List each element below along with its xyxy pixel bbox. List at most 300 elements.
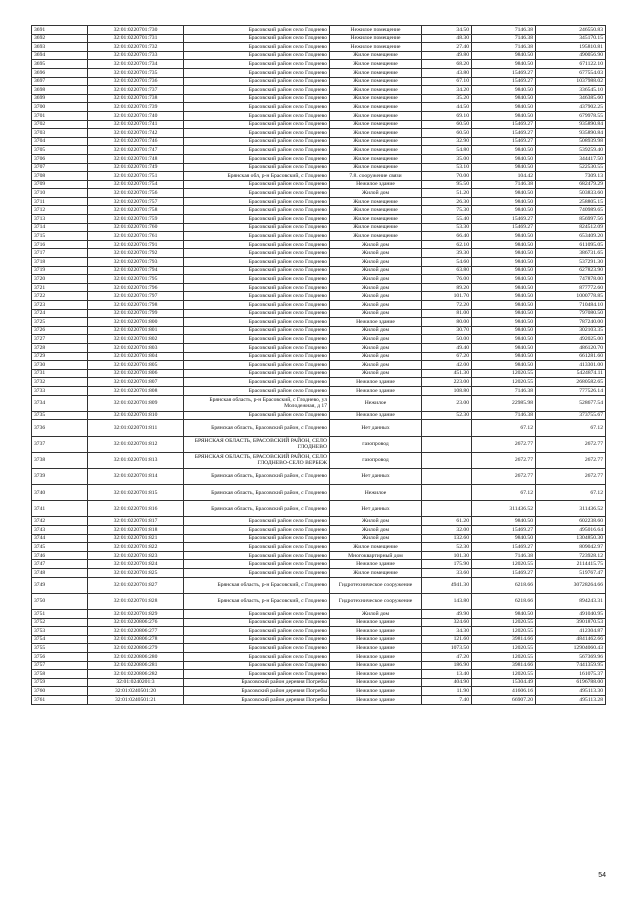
cost-per-unit: 6218.66 [472, 593, 536, 609]
address: Брасовский район село Глоднево [184, 411, 330, 420]
row-number: 3730 [32, 361, 88, 370]
cadastral-number: 32:01:0220701:801 [88, 326, 184, 335]
cadastral-value: 258805.15 [536, 197, 606, 206]
object-type: Жилое помещение [330, 146, 422, 155]
object-type: Жилое помещение [330, 206, 422, 215]
object-type: Нет данных [330, 501, 422, 517]
table-row [32, 163, 606, 172]
row-number: 3702 [32, 120, 88, 129]
cadastral-value: 627823.90 [536, 266, 606, 275]
cost-per-unit: 9840.50 [472, 94, 536, 103]
area: 43.80 [422, 68, 472, 77]
cost-per-unit: 311436.52 [472, 501, 536, 517]
cadastral-value: 787240.00 [536, 318, 606, 327]
cost-per-unit: 9840.50 [472, 189, 536, 198]
cadastral-number: 32:01:0220701:829 [88, 609, 184, 618]
row-number: 3756 [32, 652, 88, 661]
cadastral-value: 412304.87 [536, 627, 606, 636]
address: Брасовский район село Глоднево [184, 644, 330, 653]
table-row [32, 534, 606, 543]
table-row [32, 60, 606, 69]
address: Брасовский район село Глоднево [184, 163, 330, 172]
cadastral-number: 32:01:0220701:818 [88, 526, 184, 535]
row-number: 3741 [32, 501, 88, 517]
row-number: 3754 [32, 635, 88, 644]
table-row [32, 369, 606, 378]
cadastral-number: 32:01:0220701:749 [88, 163, 184, 172]
area: 27.40 [422, 43, 472, 52]
address: Брасовский район село Глоднево [184, 146, 330, 155]
object-type: газопровод [330, 436, 422, 452]
area: 49.40 [422, 343, 472, 352]
object-type: Нежилое здание [330, 635, 422, 644]
cost-per-unit: 67.12 [472, 485, 536, 501]
row-number: 3718 [32, 258, 88, 267]
object-type: Жилое помещение [330, 86, 422, 95]
cadastral-value: 677554.03 [536, 68, 606, 77]
cost-per-unit: 9840.50 [472, 335, 536, 344]
table-row [32, 618, 606, 627]
cost-per-unit: 22985.98 [472, 395, 536, 411]
address: Брасовский район село Глоднево [184, 180, 330, 189]
cadastral-value: 567369.96 [536, 652, 606, 661]
address: Брянская область, Брасовский район, с Глоднево [184, 485, 330, 501]
cadastral-value: 492025.00 [536, 335, 606, 344]
cadastral-number: 32:01:0220701:735 [88, 68, 184, 77]
cost-per-unit: 9840.50 [472, 318, 536, 327]
cadastral-number: 32:01:0240201:3 [88, 678, 184, 687]
object-type: Нежилое здание [330, 678, 422, 687]
area: 13.40 [422, 670, 472, 679]
cadastral-value: 661281.60 [536, 352, 606, 361]
address: Брасовский район село Глоднево [184, 517, 330, 526]
object-type: Нежилое помещение [330, 26, 422, 35]
cadastral-value: 1000778.85 [536, 292, 606, 301]
object-type: Жилое помещение [330, 111, 422, 120]
address: БРЯНСКАЯ ОБЛАСТЬ, БРАСОВСКИЙ РАЙОН, СЕЛО ГЛОДНЕВО [184, 436, 330, 452]
cadastral-number: 32:01:0220701:792 [88, 249, 184, 258]
cost-per-unit: 6218.66 [472, 577, 536, 593]
row-number: 3746 [32, 551, 88, 560]
cadastral-number: 32:01:0220806:277 [88, 627, 184, 636]
cadastral-number: 32:01:0220701:754 [88, 180, 184, 189]
address: Брасовский район село Глоднево [184, 369, 330, 378]
address: Брасовский район село Глоднево [184, 661, 330, 670]
row-number: 3737 [32, 436, 88, 452]
object-type: Жилое помещение [330, 154, 422, 163]
row-number: 3706 [32, 154, 88, 163]
address: Брасовский район село Глоднево [184, 232, 330, 241]
cadastral-value: 346385.60 [536, 94, 606, 103]
table-row [32, 240, 606, 249]
cadastral-value: 4841462.66 [536, 635, 606, 644]
area: 1073.50 [422, 644, 472, 653]
cost-per-unit: 9840.50 [472, 163, 536, 172]
address: Брасовский район село Глоднево [184, 223, 330, 232]
row-number: 3744 [32, 534, 88, 543]
area: 68.20 [422, 60, 472, 69]
cadastral-number: 32:01:0220701:798 [88, 301, 184, 310]
cadastral-number: 32:01:0220701:737 [88, 86, 184, 95]
address: Брасовский район село Глоднево [184, 258, 330, 267]
object-type: Нежилое здание [330, 644, 422, 653]
cadastral-value: 797080.50 [536, 309, 606, 318]
table-body [32, 26, 606, 705]
object-type: Жилое помещение [330, 232, 422, 241]
cadastral-number: 32:01:0240501:20 [88, 687, 184, 696]
area: 34.20 [422, 86, 472, 95]
object-type: Жилой дом [330, 369, 422, 378]
cadastral-number: 32:01:0220701:736 [88, 77, 184, 86]
object-type: Нежилое [330, 485, 422, 501]
cost-per-unit: 7146.38 [472, 43, 536, 52]
cost-per-unit: 9840.50 [472, 249, 536, 258]
area: 34.30 [422, 627, 472, 636]
row-number: 3722 [32, 292, 88, 301]
area: 70.00 [422, 172, 472, 181]
cadastral-value: 508939.98 [536, 137, 606, 146]
cadastral-value: 30728264.66 [536, 577, 606, 593]
cadastral-value: 12904060.43 [536, 644, 606, 653]
cadastral-value: 653409.20 [536, 232, 606, 241]
cadastral-number: 32:01:0220701:811 [88, 420, 184, 436]
address: Брянская область, р-н Брасовский, с Глоднево, ул Молодежная, д 17 [184, 395, 330, 411]
area: 404.90 [422, 678, 472, 687]
area: 62.10 [422, 240, 472, 249]
address: Брасовский район село Глоднево [184, 26, 330, 35]
cadastral-number: 32:01:0220701:746 [88, 137, 184, 146]
cadastral-number: 32:01:0220701:814 [88, 468, 184, 484]
cost-per-unit: 9840.50 [472, 146, 536, 155]
address: Брасовский район село Глоднево [184, 627, 330, 636]
cadastral-value: 5424874.11 [536, 369, 606, 378]
object-type: Жилое помещение [330, 137, 422, 146]
row-number: 3716 [32, 240, 88, 249]
row-number: 3726 [32, 326, 88, 335]
row-number: 3714 [32, 223, 88, 232]
row-number: 3758 [32, 670, 88, 679]
object-type: Многоквартирный дом [330, 551, 422, 560]
table-row [32, 206, 606, 215]
row-number: 3738 [32, 452, 88, 468]
area: 80.00 [422, 318, 472, 327]
address: Брасовский район село Глоднево [184, 534, 330, 543]
cadastral-value: 413301.00 [536, 361, 606, 370]
row-number: 3691 [32, 26, 88, 35]
cost-per-unit: 9840.50 [472, 86, 536, 95]
row-number: 3735 [32, 411, 88, 420]
table-row [32, 593, 606, 609]
cadastral-value: 2672.77 [536, 468, 606, 484]
area: 7.40 [422, 695, 472, 704]
cadastral-number: 32:01:0220701:756 [88, 189, 184, 198]
cadastral-number: 32:01:0220806:281 [88, 661, 184, 670]
row-number: 3728 [32, 343, 88, 352]
cost-per-unit: 9840.50 [472, 258, 536, 267]
object-type: Жилое помещение [330, 103, 422, 112]
table-row [32, 517, 606, 526]
cost-per-unit: 9840.50 [472, 51, 536, 60]
cost-per-unit: 15469.27 [472, 77, 536, 86]
table-row [32, 266, 606, 275]
address: Брянская область, р-н Брасовский, с Глоднево [184, 577, 330, 593]
address: Брасовский район село Глоднево [184, 652, 330, 661]
table-row [32, 197, 606, 206]
table-row [32, 678, 606, 687]
cadastral-value: 522530.55 [536, 163, 606, 172]
object-type: Нежилое помещение [330, 34, 422, 43]
cost-per-unit: 9840.50 [472, 326, 536, 335]
address: Брасовский район село Глоднево [184, 240, 330, 249]
area: 108.80 [422, 386, 472, 395]
area: 51.20 [422, 189, 472, 198]
area: 69.10 [422, 111, 472, 120]
cost-per-unit: 15304.49 [472, 678, 536, 687]
cadastral-number: 32:01:0220701:732 [88, 43, 184, 52]
address: Брасовский район село Глоднево [184, 103, 330, 112]
table-row [32, 137, 606, 146]
table-row [32, 232, 606, 241]
area: 451.30 [422, 369, 472, 378]
address: Брасовский район село Глоднево [184, 77, 330, 86]
cadastral-number: 32:01:0220701:817 [88, 517, 184, 526]
row-number: 3694 [32, 51, 88, 60]
address: Брасовский район село Глоднево [184, 386, 330, 395]
table-row [32, 395, 606, 411]
table-row [32, 627, 606, 636]
cadastral-number: 32:01:0240501:21 [88, 695, 184, 704]
cadastral-number: 32:01:0220701:823 [88, 551, 184, 560]
address: Брасовский район село Глоднево [184, 215, 330, 224]
address: Брасовский район село Глоднево [184, 68, 330, 77]
cadastral-number: 32:01:0220701:791 [88, 240, 184, 249]
cadastral-value: 161075.37 [536, 670, 606, 679]
row-number: 3707 [32, 163, 88, 172]
table-row [32, 34, 606, 43]
cost-per-unit: 104.42 [472, 172, 536, 181]
table-row [32, 652, 606, 661]
table-row [32, 111, 606, 120]
row-number: 3733 [32, 386, 88, 395]
object-type: Жилой дом [330, 301, 422, 310]
cadastral-number: 32:01:0220701:733 [88, 51, 184, 60]
cadastral-value: 503833.60 [536, 189, 606, 198]
cost-per-unit: 9840.50 [472, 111, 536, 120]
address: Брянская область, р-н Брасовский, с Глоднево [184, 593, 330, 609]
cost-per-unit: 9840.50 [472, 103, 536, 112]
object-type: Нежилое здание [330, 661, 422, 670]
address: Брасовский район село Глоднево [184, 283, 330, 292]
table-row [32, 26, 606, 35]
table-row [32, 318, 606, 327]
object-type: Жилой дом [330, 361, 422, 370]
row-number: 3709 [32, 180, 88, 189]
address: Брасовский район село Глоднево [184, 543, 330, 552]
cost-per-unit: 12020.55 [472, 618, 536, 627]
cost-per-unit: 2672.77 [472, 468, 536, 484]
address: Брасовский район село Глоднево [184, 309, 330, 318]
cadastral-value: 740989.65 [536, 206, 606, 215]
cadastral-number: 32:01:0220701:803 [88, 343, 184, 352]
area: 35.00 [422, 154, 472, 163]
row-number: 3727 [32, 335, 88, 344]
cadastral-number: 32:01:0220806:278 [88, 635, 184, 644]
address: Брасовский район село Глоднево [184, 301, 330, 310]
cadastral-value: 777526.14 [536, 386, 606, 395]
cadastral-value: 2672.77 [536, 452, 606, 468]
cadastral-value: 877772.60 [536, 283, 606, 292]
object-type: Жилой дом [330, 292, 422, 301]
row-number: 3693 [32, 43, 88, 52]
object-type: Жилое помещение [330, 215, 422, 224]
cost-per-unit: 7146.38 [472, 551, 536, 560]
object-type: Жилое помещение [330, 68, 422, 77]
cost-per-unit: 12020.55 [472, 369, 536, 378]
cadastral-value: 486120.70 [536, 343, 606, 352]
area: 75.30 [422, 206, 472, 215]
object-type: Жилое помещение [330, 77, 422, 86]
area: 53.10 [422, 163, 472, 172]
cadastral-number: 32:01:0220701:760 [88, 223, 184, 232]
object-type: Нежилое здание [330, 560, 422, 569]
object-type: Жилое помещение [330, 51, 422, 60]
cadastral-number: 32:01:0220806:279 [88, 644, 184, 653]
table-row [32, 551, 606, 560]
table-row [32, 361, 606, 370]
area: 223.00 [422, 378, 472, 387]
cadastral-value: 1304850.30 [536, 534, 606, 543]
registry-table [31, 25, 606, 705]
cadastral-value: 539259.40 [536, 146, 606, 155]
row-number: 3736 [32, 420, 88, 436]
area [422, 501, 472, 517]
table-row [32, 577, 606, 593]
area: 52.30 [422, 543, 472, 552]
object-type: Жилое помещение [330, 543, 422, 552]
cadastral-number: 32:01:0220701:805 [88, 361, 184, 370]
row-number: 3748 [32, 569, 88, 578]
area: 67.10 [422, 77, 472, 86]
area [422, 468, 472, 484]
table-row [32, 485, 606, 501]
address: Брасовский район село Глоднево [184, 60, 330, 69]
cost-per-unit: 9840.50 [472, 292, 536, 301]
row-number: 3704 [32, 137, 88, 146]
cadastral-number: 32:01:0220701:800 [88, 318, 184, 327]
cadastral-value: 336545.10 [536, 86, 606, 95]
row-number: 3703 [32, 129, 88, 138]
area [422, 436, 472, 452]
row-number: 3734 [32, 395, 88, 411]
object-type: Жилой дом [330, 258, 422, 267]
object-type: Жилое помещение [330, 129, 422, 138]
address: Брасовский район село Глоднево [184, 326, 330, 335]
row-number: 3696 [32, 68, 88, 77]
cost-per-unit: 9840.50 [472, 534, 536, 543]
object-type: Жилое помещение [330, 569, 422, 578]
area: 54.60 [422, 258, 472, 267]
row-number: 3712 [32, 206, 88, 215]
area: 52.30 [422, 411, 472, 420]
row-number: 3740 [32, 485, 88, 501]
cadastral-number: 32:01:0220701:793 [88, 258, 184, 267]
row-number: 3695 [32, 60, 88, 69]
row-number: 3747 [32, 560, 88, 569]
cost-per-unit: 67.12 [472, 420, 536, 436]
address: Брасовский район село Глоднево [184, 526, 330, 535]
table-row [32, 420, 606, 436]
cadastral-value: 490056.90 [536, 51, 606, 60]
row-number: 3692 [32, 34, 88, 43]
table-row [32, 86, 606, 95]
object-type: Жилое помещение [330, 197, 422, 206]
area: 34.50 [422, 26, 472, 35]
table-row [32, 249, 606, 258]
object-type: Жилой дом [330, 335, 422, 344]
object-type: Нежилое здание [330, 378, 422, 387]
cadastral-number: 32:01:0220701:748 [88, 154, 184, 163]
object-type: Нежилое здание [330, 687, 422, 696]
cadastral-value: 723928.12 [536, 551, 606, 560]
cost-per-unit: 15469.27 [472, 120, 536, 129]
table-row [32, 543, 606, 552]
area [422, 452, 472, 468]
cost-per-unit: 7146.38 [472, 34, 536, 43]
object-type: 7.8. сооружение связи [330, 172, 422, 181]
cadastral-number: 32:01:0220701:761 [88, 232, 184, 241]
area: 32.90 [422, 137, 472, 146]
area: 63.80 [422, 266, 472, 275]
table-row [32, 352, 606, 361]
area: 48.30 [422, 34, 472, 43]
cadastral-value: 682479.29 [536, 180, 606, 189]
cost-per-unit: 7146.38 [472, 26, 536, 35]
cadastral-number: 32:01:0220701:731 [88, 34, 184, 43]
table-row [32, 670, 606, 679]
object-type: Жилой дом [330, 326, 422, 335]
table-row [32, 292, 606, 301]
address: Брасовский район село Глоднево [184, 266, 330, 275]
cost-per-unit: 9840.50 [472, 352, 536, 361]
cadastral-value: 1037988.02 [536, 77, 606, 86]
area: 11.90 [422, 687, 472, 696]
address: Брасовский район село Глоднево [184, 111, 330, 120]
area: 44.50 [422, 103, 472, 112]
area: 101.70 [422, 292, 472, 301]
area: 60.50 [422, 129, 472, 138]
area: 324.60 [422, 618, 472, 627]
table-row [32, 223, 606, 232]
cost-per-unit: 9840.50 [472, 343, 536, 352]
cadastral-value: 495113.28 [536, 695, 606, 704]
cadastral-value: 491040.95 [536, 609, 606, 618]
cadastral-number: 32:01:0220701:807 [88, 378, 184, 387]
address: Брасовский район село Глоднево [184, 94, 330, 103]
cadastral-number: 32:01:0220701:824 [88, 560, 184, 569]
cadastral-value: 7309.13 [536, 172, 606, 181]
cost-per-unit: 15469.27 [472, 543, 536, 552]
table-row [32, 335, 606, 344]
row-number: 3725 [32, 318, 88, 327]
address: Брасовский район деревня Погребы [184, 678, 330, 687]
cadastral-value: 856997.56 [536, 215, 606, 224]
object-type: Жилой дом [330, 352, 422, 361]
address: Брасовский район село Глоднево [184, 361, 330, 370]
object-type: Жилой дом [330, 534, 422, 543]
cadastral-number: 32:01:0220701:795 [88, 275, 184, 284]
object-type: Жилой дом [330, 283, 422, 292]
area: 55.40 [422, 215, 472, 224]
